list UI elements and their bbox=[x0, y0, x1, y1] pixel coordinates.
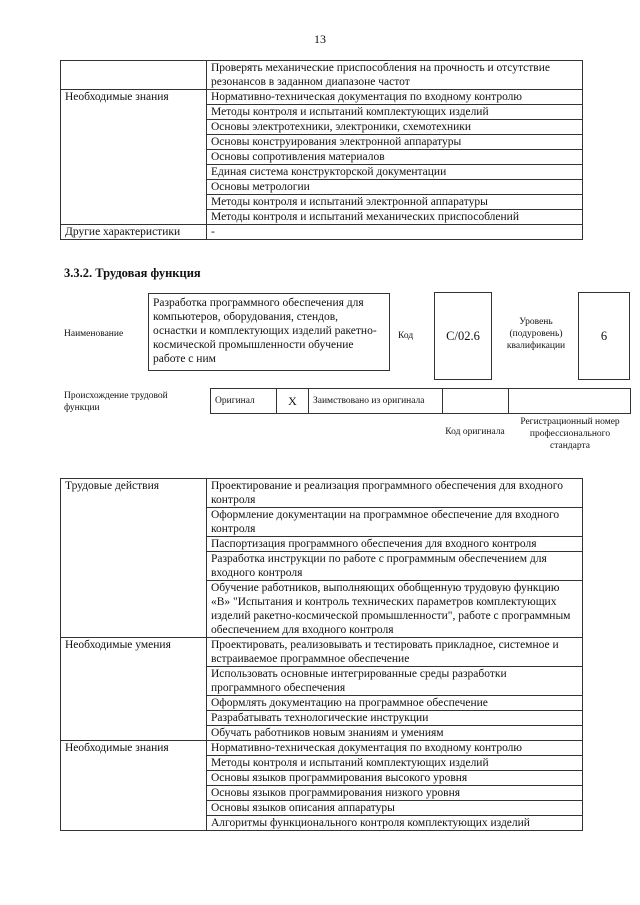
section-title: 3.3.2. Трудовая функция bbox=[64, 266, 201, 280]
reg-number-cell bbox=[509, 389, 631, 414]
page-number: 13 bbox=[314, 32, 326, 46]
list-item: Оформление документации на программное обеспечение для входного контроля bbox=[207, 508, 583, 537]
origin-label: Происхождение трудовой функции bbox=[64, 391, 168, 413]
list-item: Паспортизация программного обеспечения для входного контроля bbox=[207, 537, 583, 552]
list-item: Оформлять документацию на программное обеспечение bbox=[207, 696, 583, 711]
list-item: Единая система конструкторской документации bbox=[207, 165, 583, 180]
knowledge-label: Необходимые знания bbox=[61, 90, 207, 225]
list-item: Методы контроля и испытаний механических приспособлений bbox=[207, 210, 583, 225]
original-code-cell bbox=[443, 389, 509, 414]
other-label: Другие характеристики bbox=[61, 225, 207, 240]
level-value: 6 bbox=[578, 292, 630, 380]
list-item: Основы языков программирования высокого уровня bbox=[207, 771, 583, 786]
code-value: C/02.6 bbox=[434, 292, 492, 380]
code-label: Код bbox=[398, 331, 414, 341]
list-item: Основы конструирования электронной аппаратуры bbox=[207, 135, 583, 150]
list-item: Нормативно-техническая документация по входному контролю bbox=[207, 90, 583, 105]
list-item: Основы языков программирования низкого уровня bbox=[207, 786, 583, 801]
table-row bbox=[61, 479, 583, 508]
list-item: Методы контроля и испытаний комплектующих изделий bbox=[207, 756, 583, 771]
table-row bbox=[61, 741, 583, 756]
list-item: Разработка инструкции по работе с программным обеспечением для входного контроля bbox=[207, 552, 583, 581]
list-item: Разрабатывать технологические инструкции bbox=[207, 711, 583, 726]
list-item: Проектировать, реализовывать и тестировать прикладное, системное и встраиваемое программное обеспечение bbox=[207, 638, 583, 667]
origin-table bbox=[210, 388, 631, 414]
list-item: Проектирование и реализация программного обеспечения для входного контроля bbox=[207, 479, 583, 508]
borrowed-label: Заимствовано из оригинала bbox=[309, 389, 443, 414]
table-row bbox=[61, 225, 583, 240]
skills-label: Необходимые умения bbox=[61, 638, 207, 741]
table-row bbox=[211, 389, 631, 414]
function-name: Разработка программного обеспечения для компьютеров, оборудования, стендов, оснастки и комплектующих изделий ракетно-космической промышленности обучение работе с ним bbox=[148, 293, 390, 371]
empty-label-cell bbox=[61, 61, 207, 90]
actions-label: Трудовые действия bbox=[61, 479, 207, 638]
table-row bbox=[61, 638, 583, 667]
other-value: - bbox=[207, 225, 583, 240]
list-item: Обучать работников новым знаниям и умениям bbox=[207, 726, 583, 741]
continuation-cell: Проверять механические приспособления на прочность и отсутствие резонансов в заданном диапазоне частот bbox=[207, 61, 583, 90]
list-item: Основы метрологии bbox=[207, 180, 583, 195]
list-item: Нормативно-техническая документация по входному контролю bbox=[207, 741, 583, 756]
list-item: Алгоритмы функционального контроля комплектующих изделий bbox=[207, 816, 583, 831]
function-details-table bbox=[60, 478, 583, 831]
table-row bbox=[61, 90, 583, 105]
list-item: Обучение работников, выполняющих обобщенную трудовую функцию «В» "Испытания и контроль технических параметров комплектующих изделий ракетно-космической промышленности", работе с программным обеспечением для входного контроля bbox=[207, 581, 583, 638]
list-item: Основы сопротивления материалов bbox=[207, 150, 583, 165]
table-row bbox=[61, 61, 583, 90]
list-item: Основы электротехники, электроники, схемотехники bbox=[207, 120, 583, 135]
list-item: Основы языков описания аппаратуры bbox=[207, 801, 583, 816]
list-item: Методы контроля и испытаний электронной аппаратуры bbox=[207, 195, 583, 210]
original-mark: X bbox=[277, 389, 309, 414]
code-caption: Код оригинала bbox=[445, 427, 505, 437]
reg-caption: Регистрационный номер профессионального стандарта bbox=[520, 417, 620, 451]
list-item: Методы контроля и испытаний комплектующих изделий bbox=[207, 105, 583, 120]
original-label: Оригинал bbox=[211, 389, 277, 414]
level-label: Уровень (подуровень) квалификации bbox=[506, 317, 566, 351]
name-label: Наименование bbox=[64, 329, 124, 339]
knowledge-label: Необходимые знания bbox=[61, 741, 207, 831]
list-item: Использовать основные интегрированные среды разработки программного обеспечения bbox=[207, 667, 583, 696]
knowledge-table-top bbox=[60, 60, 583, 240]
